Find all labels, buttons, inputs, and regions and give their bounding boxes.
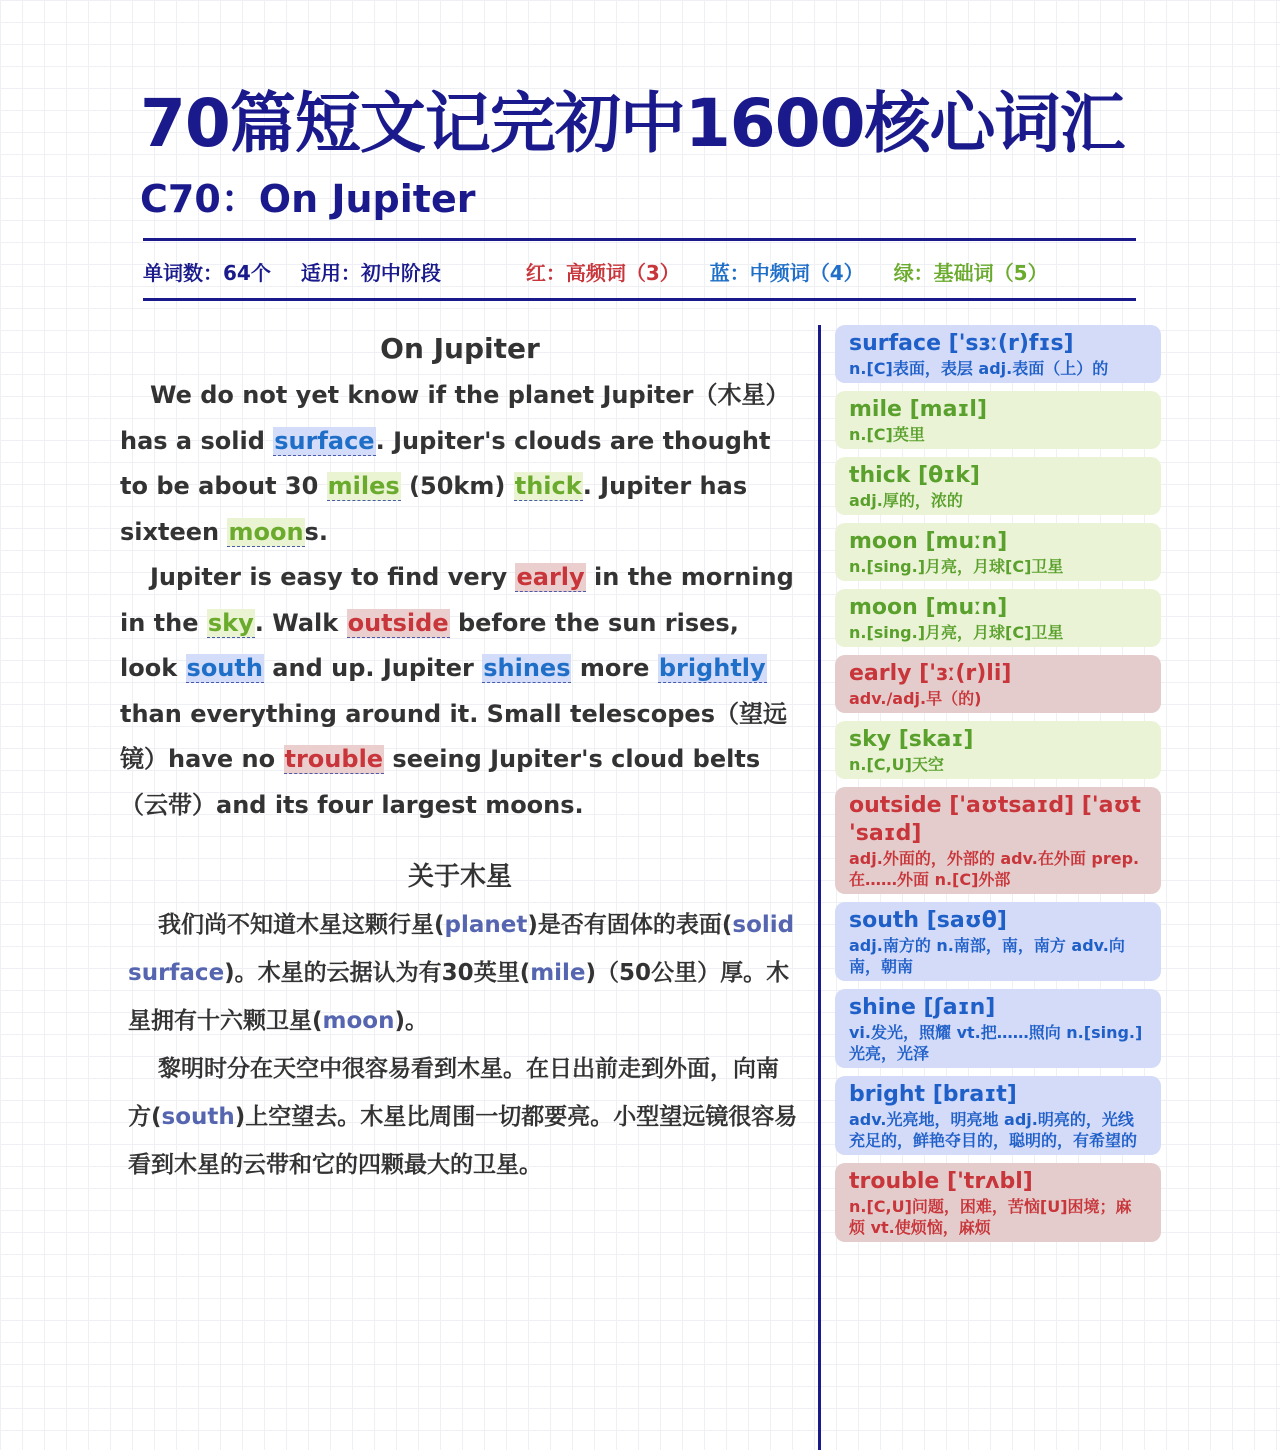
passage-text: . Jupiter's clouds are thought to be about 30 — [120, 426, 771, 500]
vocab-card — [835, 325, 1161, 383]
passage-text: than everything around it. Small telescopes（望远镜）have no — [120, 699, 787, 773]
translation-text: )是否有固体的表面( — [527, 912, 733, 938]
vocab-list — [835, 325, 1161, 1250]
vocab-highlight[interactable]: surface — [274, 426, 375, 455]
vocab-definition: n.[sing.]月亮，月球[C]卫星 — [849, 623, 1064, 642]
vocab-card — [835, 902, 1161, 981]
vocab-card — [835, 391, 1161, 449]
vocab-definition: vi.发光，照耀 vt.把……照向 n.[sing.]光亮，光泽 — [849, 1023, 1143, 1063]
vocab-highlight[interactable]: miles — [327, 472, 400, 500]
passage-paragraph — [120, 555, 800, 828]
level: 适用：初中阶段 — [300, 261, 441, 285]
translation-keyword: mile — [530, 960, 586, 986]
translation-text: )。 — [394, 1008, 428, 1034]
translation-text: 黎明时分在天空中很容易看到木星。在日出前走到外面，向南方( — [128, 1056, 779, 1130]
passage-text: seeing Jupiter's cloud belts（云带）and its four largest moons. — [120, 745, 761, 819]
vocab-highlight[interactable]: thick — [514, 472, 582, 500]
word-count: 单词数：64个 — [143, 261, 271, 285]
translation-keyword: south — [161, 1104, 235, 1130]
vocab-highlight[interactable]: moon — [228, 517, 304, 546]
vocab-definition: n.[sing.]月亮，月球[C]卫星 — [849, 557, 1064, 576]
vocab-definition: adv./adj.早（的) — [849, 689, 982, 708]
vocab-word: early ['ɜː(r)li] — [849, 661, 1012, 686]
passage-heading: On Jupiter — [380, 332, 540, 365]
vocab-word: bright [braɪt] — [849, 1082, 1017, 1107]
passage-text: (50km) — [400, 472, 514, 500]
translation-keyword: solid surface — [128, 912, 795, 986]
vocab-highlight[interactable]: outside — [347, 608, 449, 637]
vocab-definition: adv.光亮地，明亮地 adj.明亮的，光线充足的，鲜艳夺目的，聪明的，有希望的 — [849, 1110, 1138, 1150]
page-title: 70篇短文记完初中1600核心词汇 — [140, 85, 1125, 162]
vocab-card — [835, 1076, 1161, 1155]
vocab-highlight[interactable]: south — [186, 654, 263, 682]
translation-heading: 关于木星 — [407, 862, 512, 892]
passage-text: . Jupiter has sixteen — [120, 472, 748, 546]
vocab-card — [835, 787, 1161, 894]
vocab-definition: adj.外面的，外部的 adv.在外面 prep.在……外面 n.[C]外部 — [849, 849, 1140, 889]
passage-text: s. — [304, 517, 328, 546]
divider-bottom — [143, 298, 1136, 301]
passage-text: Jupiter is easy to find very — [150, 563, 516, 591]
vocab-word: south [saʊθ] — [849, 908, 1007, 933]
translation-paragraph — [120, 901, 800, 1045]
translation-text: 我们尚不知道木星这颗行星( — [158, 912, 445, 938]
legend-red: 红：高频词（3） — [525, 261, 680, 285]
passage-body — [120, 373, 800, 828]
translation-text: )。木星的云据认为有30英里( — [224, 960, 531, 986]
passage-text: and up. Jupiter — [263, 654, 483, 682]
passage-text: We do not yet know if the planet Jupiter（木星）has a solid — [120, 381, 790, 455]
vocab-card — [835, 655, 1161, 713]
translation-paragraph — [120, 1045, 800, 1189]
vocab-word: outside ['aʊtsaɪd] ['aʊt 'saɪd] — [849, 793, 1141, 846]
vocab-definition: n.[C,U]天空 — [849, 755, 944, 774]
translation-text: )（50公里）厚。木星拥有十六颗卫星( — [128, 960, 790, 1034]
divider-top — [143, 238, 1136, 241]
passage-column — [120, 332, 800, 1189]
passage-text: in the morning in the — [120, 563, 794, 637]
vocab-definition: n.[C]表面，表层 adj.表面（上）的 — [849, 359, 1109, 378]
translation-keyword: moon — [322, 1008, 395, 1034]
vocab-word: moon [muːn] — [849, 595, 1008, 620]
vocab-card — [835, 989, 1161, 1068]
passage-text: more — [571, 654, 658, 682]
vocab-highlight[interactable]: trouble — [284, 745, 384, 773]
vocab-card — [835, 589, 1161, 647]
passage-paragraph — [120, 373, 800, 555]
vocab-word: sky [skaɪ] — [849, 727, 974, 752]
vocab-highlight[interactable]: brightly — [658, 654, 766, 682]
vocab-word: surface ['sɜː(r)fɪs] — [849, 331, 1074, 356]
vocab-highlight[interactable]: shines — [483, 654, 571, 682]
vocab-word: trouble ['trʌbl] — [849, 1169, 1033, 1194]
vocab-word: moon [muːn] — [849, 529, 1008, 554]
passage-text: before the sun rises, look — [120, 608, 739, 682]
vocab-word: thick [θɪk] — [849, 463, 980, 488]
column-divider — [818, 325, 821, 1450]
vocab-card — [835, 721, 1161, 779]
vocab-highlight[interactable]: early — [516, 563, 585, 591]
lesson-subtitle: C70：On Jupiter — [140, 177, 476, 221]
vocab-card — [835, 457, 1161, 515]
vocab-definition: n.[C,U]问题，困难，苦恼[U]困境；麻烦 vt.使烦恼，麻烦 — [849, 1197, 1132, 1237]
legend-blue: 蓝：中频词（4） — [709, 261, 864, 285]
info-bar — [143, 257, 1078, 286]
vocab-card — [835, 523, 1161, 581]
translation-body — [120, 901, 800, 1189]
vocab-highlight[interactable]: sky — [207, 608, 254, 637]
vocab-definition: adj.南方的 n.南部，南，南方 adv.向南，朝南 — [849, 936, 1125, 976]
vocab-word: shine [ʃaɪn] — [849, 995, 996, 1020]
vocab-definition: adj.厚的，浓的 — [849, 491, 963, 510]
vocab-card — [835, 1163, 1161, 1242]
vocab-word: mile [maɪl] — [849, 397, 988, 422]
translation-keyword: planet — [444, 912, 528, 938]
translation-text: )上空望去。木星比周围一切都要亮。小型望远镜很容易看到木星的云带和它的四颗最大的卫星。 — [128, 1104, 798, 1178]
passage-text: . Walk — [254, 608, 347, 637]
vocab-definition: n.[C]英里 — [849, 425, 925, 444]
legend-green: 绿：基础词（5） — [893, 261, 1048, 285]
